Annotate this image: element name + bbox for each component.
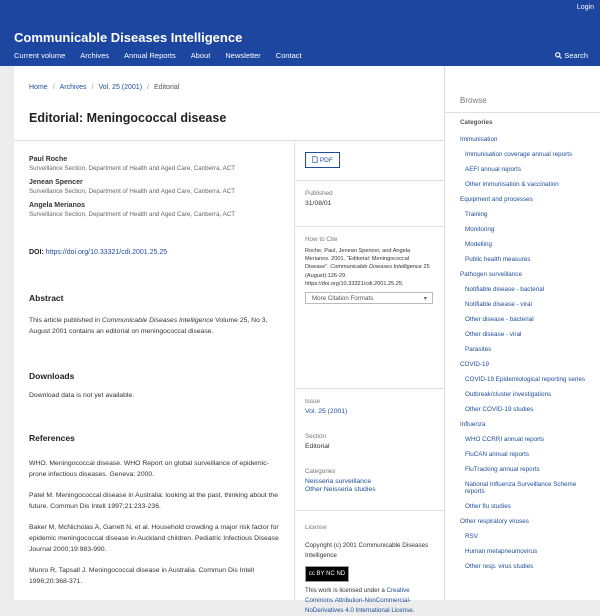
citation-formats-dropdown[interactable] xyxy=(305,292,433,304)
site-header xyxy=(0,0,600,66)
sidebar-category-link[interactable]: Training xyxy=(465,210,488,218)
sidebar-category-link[interactable]: Other COVID-19 studies xyxy=(465,405,534,413)
reference-item: Baker M, McNicholas A, Garrett N, et al. Household crowding a major risk factor for epidemic meningococcal disease in Auckland children. Pediatric Infectious Disease Journal 2000;19:983-990. xyxy=(29,524,279,553)
article-details xyxy=(294,140,445,614)
license-text: This work is licensed under a Creative Commons Attribution-NonCommercial-NoDerivatives 4.0 International License. xyxy=(305,587,415,614)
sidebar-category-link[interactable]: Modelling xyxy=(465,240,492,248)
cite-block xyxy=(305,236,433,304)
pdf-label: PDF xyxy=(319,157,333,164)
content-area xyxy=(14,66,600,614)
sidebar-category-link[interactable]: Parasites xyxy=(465,345,492,353)
copyright-text: Copyright (c) 2001 Communicable Diseases Intelligence xyxy=(305,542,429,559)
nav-current-volume[interactable]: Current volume xyxy=(14,51,66,60)
cite-label: How to Cite xyxy=(305,236,338,243)
citation-formats-label: More Citation Formats xyxy=(312,295,374,303)
sidebar-category-link[interactable]: AEFI annual reports xyxy=(465,165,522,173)
nav-about[interactable]: About xyxy=(190,51,211,60)
search-link[interactable] xyxy=(555,51,588,60)
license-link[interactable]: Creative Commons Attribution-NonCommercial-NoDerivatives 4.0 International License xyxy=(305,587,413,614)
pdf-button[interactable] xyxy=(305,152,340,168)
breadcrumb-home[interactable]: Home xyxy=(29,84,48,91)
search-label: Search xyxy=(564,51,588,60)
sidebar-category-link[interactable]: National Influenza Surveillance Scheme reports xyxy=(465,480,577,496)
published-date: 31/08/01 xyxy=(305,200,332,207)
sidebar-category-link[interactable]: FluTracking annual reports xyxy=(465,465,540,473)
sidebar-category-link[interactable]: Monitoring xyxy=(465,225,495,233)
sidebar-category-link[interactable]: Notifiable disease - bacterial xyxy=(465,285,545,293)
sidebar-category-link[interactable]: Influenza xyxy=(460,420,486,428)
breadcrumb: Home / Archives / Vol. 25 (2001) / Editorial xyxy=(29,84,180,91)
document-icon xyxy=(312,156,318,163)
divider xyxy=(295,180,445,181)
category-link[interactable]: Other Neisseria studies xyxy=(305,486,376,493)
sidebar-category-link[interactable]: Pathogen surveillance xyxy=(460,270,522,278)
issue-block xyxy=(305,398,347,415)
nav-annual-reports[interactable]: Annual Reports xyxy=(124,51,176,60)
breadcrumb-current: Editorial xyxy=(153,84,180,91)
sidebar-category-link[interactable]: Equipment and processes xyxy=(460,195,533,203)
page-title: Editorial: Meningococcal disease xyxy=(29,111,227,125)
sidebar xyxy=(444,66,600,600)
sidebar-category-link[interactable]: Other disease - viral xyxy=(465,330,522,338)
divider xyxy=(295,226,445,227)
category-list xyxy=(460,136,595,578)
sidebar-category-link[interactable]: Other respiratory viruses xyxy=(460,518,529,526)
author-affiliation: Surveillance Section, Department of Health and Aged Care, Canberra, ACT xyxy=(29,211,236,218)
categories-heading: Categories xyxy=(460,119,493,126)
sidebar-category-link[interactable]: Outbreak/cluster investigations xyxy=(465,390,552,398)
section-block xyxy=(305,433,330,450)
divider xyxy=(295,510,445,511)
section-label: Section xyxy=(305,433,327,440)
sidebar-category-link[interactable]: Human metapneumovirus xyxy=(465,548,538,556)
nav-contact[interactable]: Contact xyxy=(275,51,302,60)
sidebar-category-link[interactable]: Notifiable disease - viral xyxy=(465,300,532,308)
author-name: Angela Merianos xyxy=(29,202,86,209)
published-block xyxy=(305,190,333,207)
nav-newsletter[interactable]: Newsletter xyxy=(225,51,261,60)
citation-text: Roche, Paul, Jenean Spencer, and Angela Merianos. 2001. “Editorial: Meningococcal Disease”. Communicable Diseases Intelligence 25 (August):126-29. https://doi.org/10.33321/cdi.2001.25.25. xyxy=(305,248,430,287)
breadcrumb-issue[interactable]: Vol. 25 (2001) xyxy=(98,84,143,91)
sidebar-category-link[interactable]: Other disease - bacterial xyxy=(465,315,534,323)
references-heading: References xyxy=(29,433,75,443)
divider xyxy=(295,388,445,389)
references-list xyxy=(29,458,284,597)
sidebar-category-link[interactable]: COVID-19 xyxy=(460,360,490,368)
doi-link[interactable]: https://doi.org/10.33321/cdi.2001.25.25 xyxy=(45,249,168,256)
sidebar-category-link[interactable]: FluCAN annual reports xyxy=(465,450,530,458)
sidebar-category-link[interactable]: Immunisation xyxy=(460,136,498,143)
cc-license-badge[interactable]: cc BY NC ND xyxy=(305,566,349,582)
section-value: Editorial xyxy=(305,443,330,450)
login-link[interactable]: Login xyxy=(576,4,594,11)
site-title[interactable]: Communicable Diseases Intelligence xyxy=(14,30,243,45)
caret-down-icon: ▾ xyxy=(423,295,427,303)
downloads-text: Download data is not yet available. xyxy=(29,392,135,399)
main-nav xyxy=(14,51,317,60)
license-label: License xyxy=(305,524,327,531)
doi-line xyxy=(29,249,167,256)
author-affiliation: Surveillance Section, Department of Health and Aged Care, Canberra, ACT xyxy=(29,165,236,172)
sidebar-category-link[interactable]: Other flu studies xyxy=(465,503,511,511)
category-link[interactable]: Neisseria surveillance xyxy=(305,478,372,485)
categories-block xyxy=(305,468,376,493)
doi-label: DOI: xyxy=(29,249,44,256)
reference-item: Munro R, Tapsall J. Meningococcal disease in Australia. Commun Dis Intell 1996;20:368-371. xyxy=(29,567,255,585)
abstract-heading: Abstract xyxy=(29,293,64,303)
downloads-heading: Downloads xyxy=(29,371,75,381)
issue-label: Issue xyxy=(305,398,321,405)
categories-label: Categories xyxy=(305,468,336,475)
sidebar-category-link[interactable]: Public health measures xyxy=(465,255,531,263)
license-block xyxy=(305,524,433,616)
divider xyxy=(445,112,600,113)
author-name: Jenean Spencer xyxy=(29,179,83,186)
browse-heading: Browse xyxy=(460,96,487,105)
reference-item: Patel M. Meningococcal disease in Australia: looking at the past, thinking about the future. Commun Dis Intell 1997;21:233-236. xyxy=(29,492,278,510)
sidebar-category-link[interactable]: WHO CCRRI annual reports xyxy=(465,435,545,443)
sidebar-category-link[interactable]: RSV xyxy=(465,533,478,541)
nav-archives[interactable]: Archives xyxy=(80,51,110,60)
author-name: Paul Roche xyxy=(29,156,68,163)
issue-link[interactable]: Vol. 25 (2001) xyxy=(305,408,348,415)
sidebar-category-link[interactable]: Other immunisation & vaccination xyxy=(465,180,559,188)
published-label: Published xyxy=(305,190,333,197)
authors-list xyxy=(29,156,284,225)
sidebar-category-link[interactable]: COVID-19 Epidemiological reporting series xyxy=(465,375,586,383)
author-affiliation: Surveillance Section, Department of Health and Aged Care, Canberra, ACT xyxy=(29,188,236,195)
abstract-text: This article published in Communicable Diseases Intelligence Volume 25, No 3, August 2001 contains an editorial on meningococcal disease. xyxy=(29,317,268,335)
sidebar-category-link[interactable]: Immunisation coverage annual reports xyxy=(465,150,573,158)
article-main xyxy=(14,66,444,614)
reference-item: WHO. Meningococcal disease. WHO Report on global surveillance of epidemic-prone infectious diseases. Geneva: 2000. xyxy=(29,460,269,478)
sidebar-category-link[interactable]: Other resp. virus studies xyxy=(465,563,534,571)
breadcrumb-archives[interactable]: Archives xyxy=(59,84,87,91)
magnifier-icon xyxy=(555,52,562,59)
